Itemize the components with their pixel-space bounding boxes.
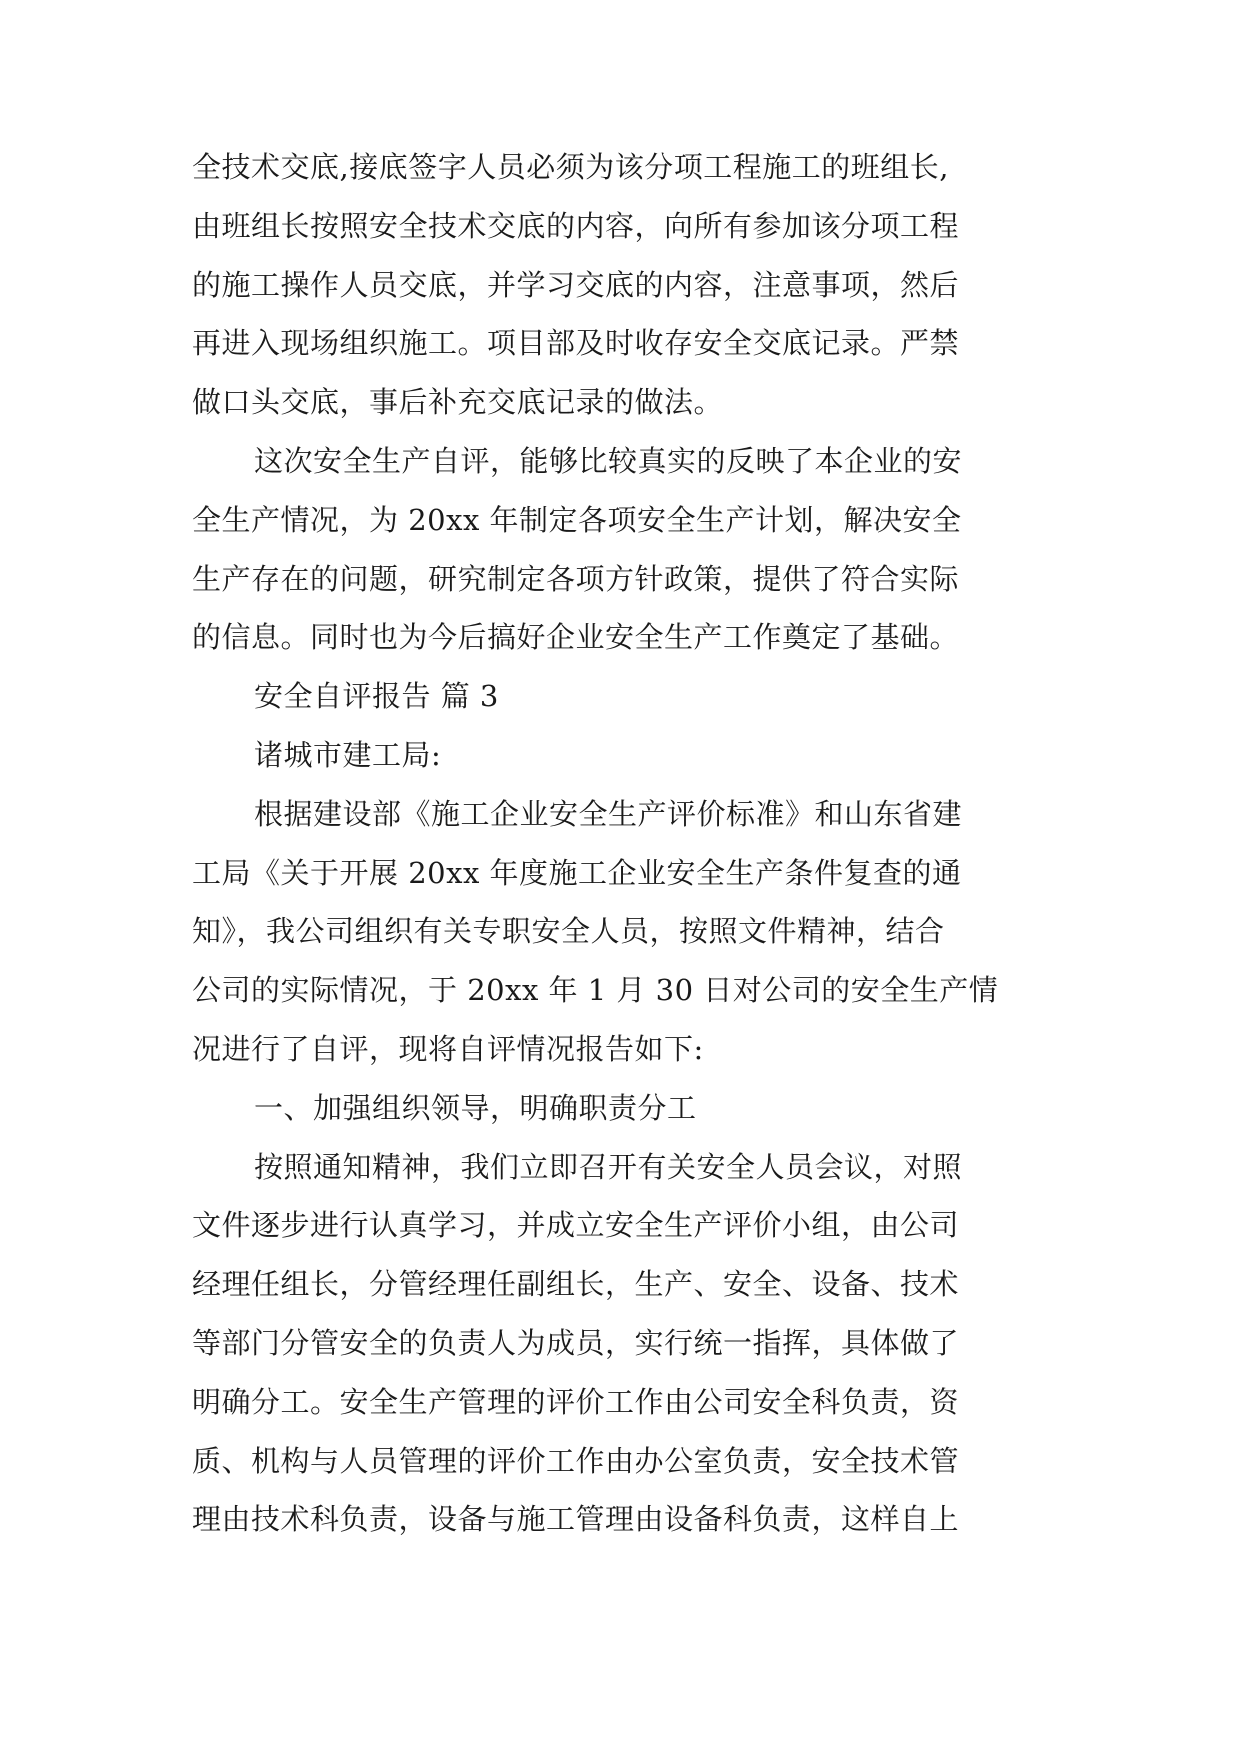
section-heading: 安全自评报告 篇 3: [254, 679, 499, 714]
document-body: [192, 138, 1092, 1549]
text-line: 公司的实际情况，于 20xx 年 1 月 30 日对公司的安全生产情: [192, 973, 999, 1008]
text-line: 的施工操作人员交底，并学习交底的内容，注意事项，然后: [192, 267, 960, 302]
paragraph-start-line: 根据建设部《施工企业安全生产评价标准》和山东省建: [254, 796, 963, 831]
text-line: 理由技术科负责，设备与施工管理由设备科负责，这样自上: [192, 1502, 960, 1537]
text-line: 况进行了自评，现将自评情况报告如下:: [192, 1031, 704, 1066]
text-line: 全技术交底,接底签字人员必须为该分项工程施工的班组长,: [192, 150, 949, 184]
addressee-line: 诸城市建工局:: [254, 737, 442, 772]
text-line: 生产存在的问题，研究制定各项方针政策，提供了符合实际: [192, 561, 960, 596]
paragraph-start-line: 这次安全生产自评，能够比较真实的反映了本企业的安: [254, 443, 963, 478]
paragraph-start-line: 按照通知精神，我们立即召开有关安全人员会议，对照: [254, 1149, 963, 1184]
text-line: 由班组长按照安全技术交底的内容，向所有参加该分项工程: [192, 208, 960, 243]
text-line: 知》，我公司组织有关专职安全人员，按照文件精神，结合: [192, 914, 945, 949]
text-line: 工局《关于开展 20xx 年度施工企业安全生产条件复查的通: [192, 855, 962, 890]
text-line: 文件逐步进行认真学习，并成立安全生产评价小组，由公司: [192, 1208, 960, 1243]
text-line: 全生产情况，为 20xx 年制定各项安全生产计划，解决安全: [192, 502, 962, 537]
text-line: 再进入现场组织施工。项目部及时收存安全交底记录。严禁: [192, 326, 960, 361]
text-line: 做口头交底，事后补充交底记录的做法。: [192, 385, 724, 420]
text-line: 等部门分管安全的负责人为成员，实行统一指挥，具体做了: [192, 1325, 960, 1360]
text-line: 经理任组长，分管经理任副组长，生产、安全、设备、技术: [192, 1267, 960, 1302]
subsection-heading: 一、加强组织领导，明确职责分工: [254, 1090, 697, 1125]
text-line: 明确分工。安全生产管理的评价工作由公司安全科负责，资: [192, 1384, 960, 1419]
text-line: 的信息。同时也为今后搞好企业安全生产工作奠定了基础。: [192, 620, 960, 655]
text-line: 质、机构与人员管理的评价工作由办公室负责，安全技术管: [192, 1443, 960, 1478]
